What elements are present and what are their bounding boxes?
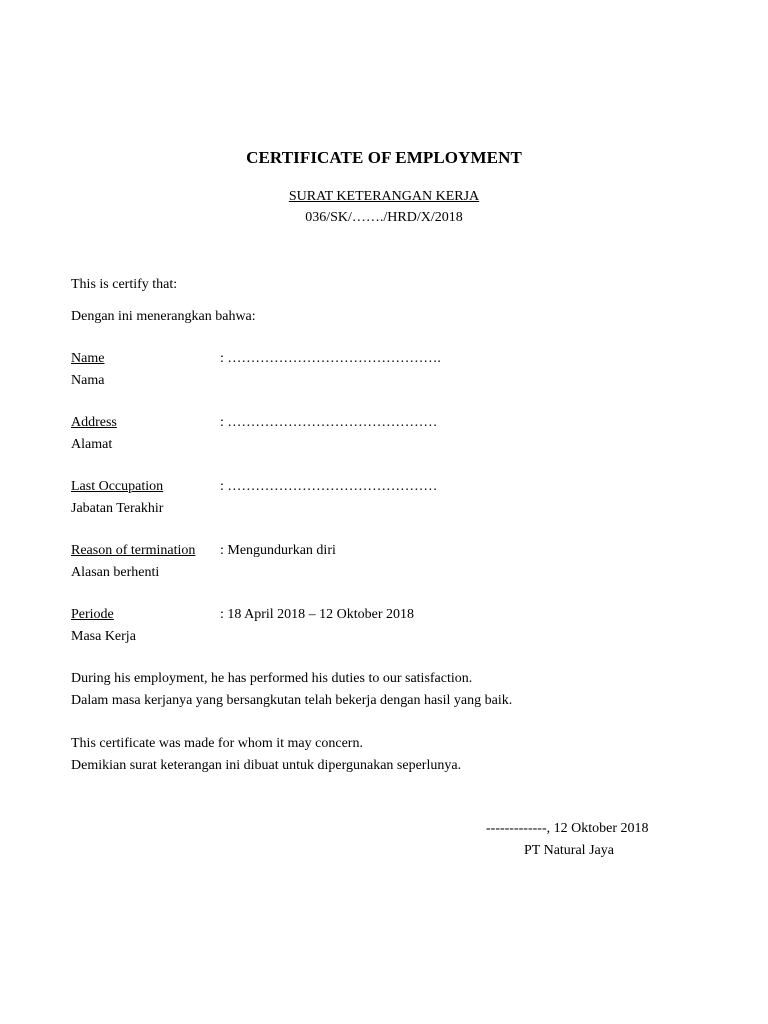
closing-indonesian: Demikian surat keterangan ini dibuat untuk dipergunakan seperlunya. <box>71 758 462 773</box>
field-periode-value: : 18 April 2018 – 12 Oktober 2018 <box>220 607 415 622</box>
signature-place-date: -------------, 12 Oktober 2018 <box>486 821 649 836</box>
field-last-occupation-label-id: Jabatan Terakhir <box>71 501 164 516</box>
closing-english: This certificate was made for whom it may concern. <box>71 736 363 751</box>
intro-english: This is certify that: <box>71 277 178 292</box>
field-address-label-id: Alamat <box>71 437 113 452</box>
statement-indonesian: Dalam masa kerjanya yang bersangkutan telah bekerja dengan hasil yang baik. <box>71 693 513 708</box>
field-periode-label-en: Periode <box>71 607 114 622</box>
document-subtitle: SURAT KETERANGAN KERJA <box>288 189 480 204</box>
intro-indonesian: Dengan ini menerangkan bahwa: <box>71 309 256 324</box>
field-last-occupation-label-en: Last Occupation <box>71 479 164 494</box>
field-name-label-id: Nama <box>71 373 105 388</box>
field-address-value: : ……………………………………… <box>220 415 438 430</box>
document-title: CERTIFICATE OF EMPLOYMENT <box>246 148 522 167</box>
field-periode-label-id: Masa Kerja <box>71 629 136 644</box>
field-name-value: : ………………………………………. <box>220 351 441 366</box>
signature-company: PT Natural Jaya <box>524 843 614 858</box>
reference-number: 036/SK/……./HRD/X/2018 <box>305 210 463 225</box>
field-last-occupation-value: : ……………………………………… <box>220 479 438 494</box>
field-name-label-en: Name <box>71 351 105 366</box>
field-reason-termination-label-id: Alasan berhenti <box>71 565 160 580</box>
field-reason-termination-label-en: Reason of termination <box>71 543 196 558</box>
field-reason-termination-value: : Mengundurkan diri <box>220 543 336 558</box>
statement-english: During his employment, he has performed his duties to our satisfaction. <box>71 671 473 686</box>
field-address-label-en: Address <box>71 415 117 430</box>
